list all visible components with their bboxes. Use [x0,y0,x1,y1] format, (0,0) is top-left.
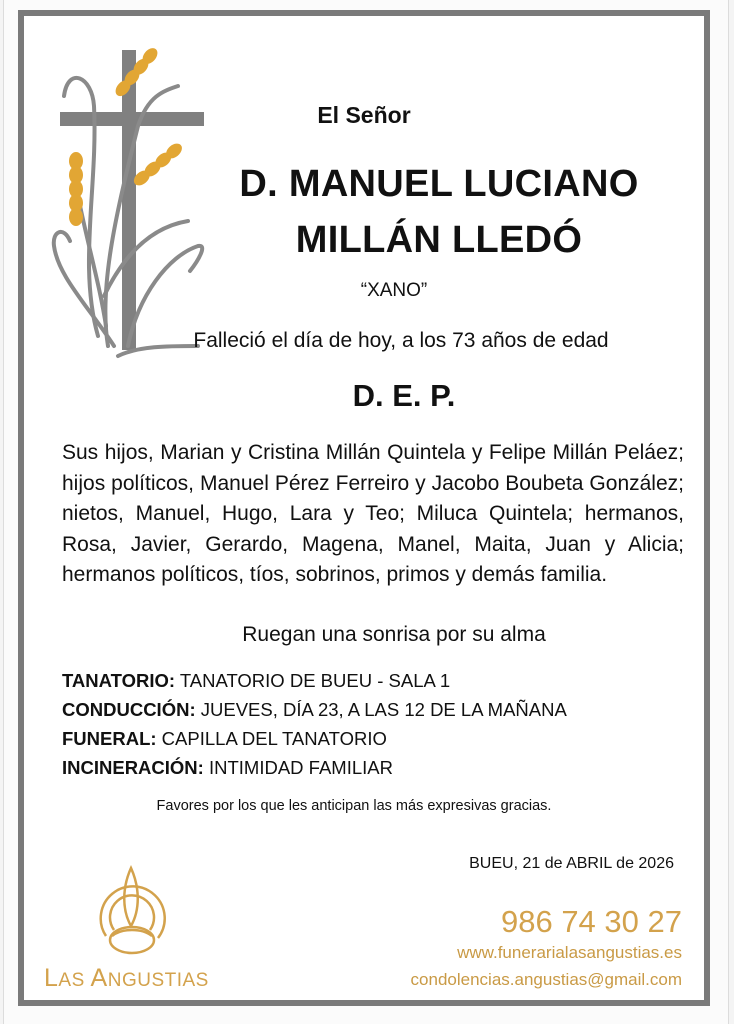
website-link[interactable]: www.funerarialasangustias.es [457,943,682,962]
las-angustias-logo-icon [86,864,176,959]
thanks-line: Favores por los que les anticipan las más expresivas gracias. [156,798,552,814]
brand-name: LAS ANGUSTIAS [44,964,209,992]
family-paragraph: Sus hijos, Marian y Cristina Millán Quintela y Felipe Millán Peláez; hijos políticos, Manuel Pérez Ferreiro y Jacobo Boubeta González; nietos, Manuel, Hugo, Lara y Teo; Miluca Quintela; hermanos, Rosa, Javier, Gerardo, Magena, Manel, Maita, Juan y Alicia; hermanos políticos, tíos, sobrinos, primos y demás familia. [62,441,684,586]
detail-tanatorio: TANATORIO: TANATORIO DE BUEU - SALA 1 [62,670,451,691]
detail-conduccion: CONDUCCIÓN: JUEVES, DÍA 23, A LAS 12 DE LA MAÑANA [62,699,567,720]
place-date: BUEU, 21 de ABRIL de 2026 [469,855,674,872]
service-details [62,666,682,782]
title-prefix: El Señor [317,102,411,128]
deceased-name-line1: D. MANUEL LUCIANO [239,163,639,205]
detail-incineracion: INCINERACIÓN: INTIMIDAD FAMILIAR [62,757,393,778]
detail-funeral: FUNERAL: CAPILLA DEL TANATORIO [62,728,387,749]
nickname: “XANO” [360,280,428,301]
prayer-line: Ruegan una sonrisa por su alma [242,623,546,646]
email-link[interactable]: condolencias.angustias@gmail.com [410,970,682,989]
deceased-name-line2: MILLÁN LLEDÓ [295,219,583,261]
death-statement: Falleció el día de hoy, a los 73 años de edad [193,329,609,352]
rip-heading: D. E. P. [352,378,456,413]
deceased-name [174,156,704,268]
phone-number[interactable]: 986 74 30 27 [500,904,682,939]
obituary-frame [18,10,710,1006]
